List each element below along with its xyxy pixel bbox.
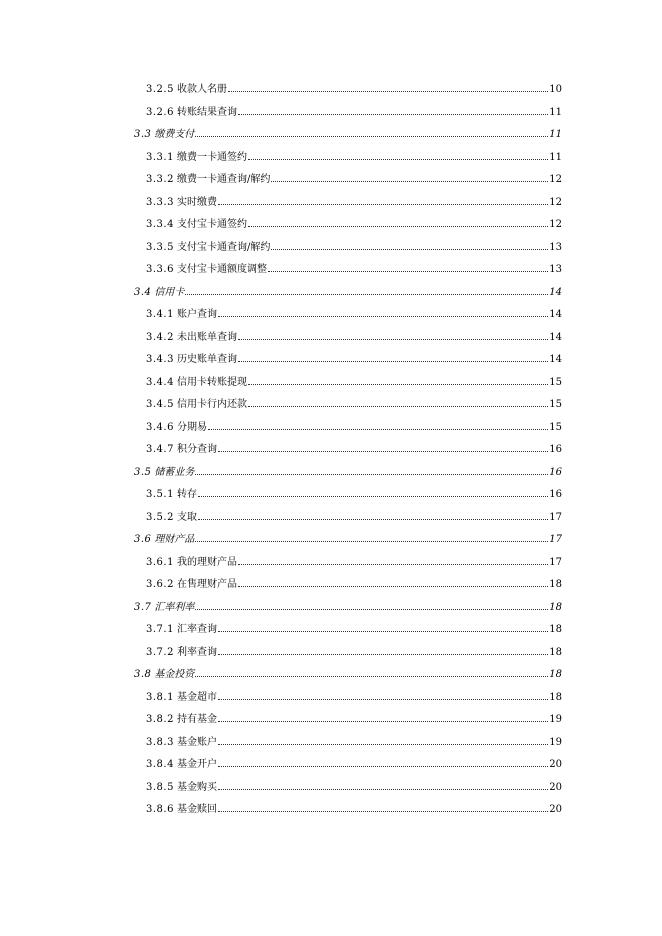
toc-section-entry[interactable] [134,129,562,141]
toc-entry-page-number: 13 [549,264,562,275]
toc-dot-leader [195,473,548,475]
toc-entry-number: 3.4.3 [146,354,174,365]
toc-dot-leader [208,428,548,430]
toc-entry-title: 基金账户 [176,736,217,748]
toc-subsection-entry[interactable] [134,332,562,344]
toc-entry-title: 我的理财产品 [176,556,237,568]
toc-entry-number: 3.5 [134,466,152,478]
toc-entry-page-number: 20 [549,759,562,770]
toc-entry-title: 积分查询 [176,444,217,455]
toc-entry-title: 缴费一卡通签约 [176,151,247,163]
toc-entry-page-number: 12 [549,174,562,185]
toc-subsection-entry[interactable] [134,197,562,209]
toc-entry-number: 3.4.1 [146,309,174,320]
toc-entry-number: 3.7.2 [146,646,174,658]
toc-section-entry[interactable] [134,287,562,299]
toc-entry-page-number: 16 [549,444,562,455]
toc-entry-page-number: 14 [549,354,562,365]
toc-dot-leader [238,113,548,115]
toc-entry-page-number: 14 [549,331,562,343]
toc-entry-page-number: 17 [549,511,562,523]
toc-entry-number: 3.3.5 [146,241,174,253]
toc-entry-page-number: 16 [549,466,562,478]
toc-dot-leader [218,788,548,790]
toc-dot-leader [218,315,548,317]
toc-entry-number: 3.3.2 [146,174,174,185]
toc-entry-number: 3.8.2 [146,714,174,725]
toc-dot-leader [238,338,548,340]
toc-dot-leader [238,585,548,587]
toc-section-entry[interactable] [134,669,562,681]
toc-entry-title: 持有基金 [176,714,217,725]
toc-entry-number: 3.4.6 [146,421,174,433]
toc-dot-leader [218,630,548,632]
toc-entry-title: 利率查询 [176,646,217,658]
toc-entry-page-number: 18 [549,624,562,635]
toc-dot-leader [248,405,548,407]
toc-entry-page-number: 20 [549,804,562,815]
toc-dot-leader [218,203,548,205]
toc-entry-page-number: 17 [549,534,562,545]
toc-entry-number: 3.8.1 [146,691,174,703]
toc-entry-number: 3.2.6 [146,106,174,118]
toc-entry-number: 3.6 [134,534,152,545]
toc-subsection-entry[interactable] [134,174,562,186]
toc-dot-leader [195,540,548,542]
toc-section-entry[interactable] [134,602,562,614]
toc-subsection-entry[interactable] [134,512,562,524]
toc-subsection-entry[interactable] [134,647,562,659]
toc-entry-title: 基金购买 [176,781,217,793]
toc-subsection-entry[interactable] [134,84,562,96]
toc-entry-title: 汇率利率 [154,601,195,613]
toc-subsection-entry[interactable] [134,804,562,816]
toc-dot-leader [218,720,548,722]
toc-entry-page-number: 18 [549,646,562,658]
toc-entry-number: 3.4.7 [146,444,174,455]
toc-subsection-entry[interactable] [134,737,562,749]
toc-subsection-entry[interactable] [134,354,562,366]
toc-dot-leader [218,698,548,700]
toc-entry-page-number: 16 [549,489,562,500]
toc-entry-title: 信用卡 [154,286,185,298]
toc-entry-page-number: 15 [549,421,562,433]
toc-subsection-entry[interactable] [134,782,562,794]
toc-subsection-entry[interactable] [134,692,562,704]
toc-entry-page-number: 18 [549,691,562,703]
toc-entry-title: 基金超市 [176,691,217,703]
toc-subsection-entry[interactable] [134,489,562,501]
toc-entry-page-number: 12 [549,196,562,208]
toc-entry-page-number: 15 [549,376,562,388]
toc-entry-number: 3.8.3 [146,736,174,748]
toc-entry-page-number: 19 [549,736,562,748]
toc-section-entry[interactable] [134,534,562,546]
toc-subsection-entry[interactable] [134,422,562,434]
toc-subsection-entry[interactable] [134,759,562,771]
toc-entry-title: 支付宝卡通签约 [176,219,247,230]
toc-entry-title: 缴费一卡通查询/解约 [176,174,271,185]
toc-entry-title: 实时缴费 [176,196,217,208]
toc-entry-page-number: 10 [549,84,562,95]
toc-subsection-entry[interactable] [134,309,562,321]
toc-entry-title: 历史账单查询 [176,354,237,365]
toc-entry-page-number: 14 [549,286,562,298]
toc-entry-number: 3.4.4 [146,376,174,388]
toc-subsection-entry[interactable] [134,152,562,164]
toc-entry-number: 3.3.4 [146,219,174,230]
toc-entry-title: 支付宝卡通查询/解约 [176,241,271,253]
toc-subsection-entry[interactable] [134,264,562,276]
toc-entry-number: 3.8 [134,669,152,680]
toc-entry-page-number: 18 [549,579,562,590]
toc-dot-leader [271,248,548,250]
toc-dot-leader [248,158,548,160]
toc-subsection-entry[interactable] [134,242,562,254]
toc-entry-title: 转账结果查询 [176,106,237,118]
toc-subsection-entry[interactable] [134,377,562,389]
toc-entry-title: 支取 [176,511,197,523]
toc-entry-page-number: 18 [549,601,562,613]
toc-entry-page-number: 19 [549,714,562,725]
toc-dot-leader [268,270,548,272]
toc-entry-page-number: 11 [549,151,562,163]
toc-entry-number: 3.4.5 [146,399,174,410]
toc-dot-leader [238,563,548,565]
toc-subsection-entry[interactable] [134,219,562,231]
toc-dot-leader [238,360,548,362]
toc-dot-leader [218,743,548,745]
toc-subsection-entry[interactable] [134,557,562,569]
toc-subsection-entry[interactable] [134,399,562,411]
toc-dot-leader [218,810,548,812]
toc-dot-leader [185,293,548,295]
toc-entry-number: 3.5.1 [146,489,174,500]
toc-entry-title: 汇率查询 [176,624,217,635]
toc-entry-title: 在售理财产品 [176,579,237,590]
toc-dot-leader [195,135,548,137]
toc-section-entry[interactable] [134,467,562,479]
toc-entry-number: 3.7.1 [146,624,174,635]
toc-entry-number: 3.8.5 [146,781,174,793]
toc-dot-leader [218,765,548,767]
toc-entry-title: 缴费支付 [154,129,195,140]
toc-entry-page-number: 15 [549,399,562,410]
toc-dot-leader [195,608,548,610]
toc-dot-leader [218,653,548,655]
toc-entry-title: 转存 [176,489,197,500]
toc-subsection-entry[interactable] [134,579,562,591]
toc-entry-number: 3.8.4 [146,759,174,770]
toc-entry-number: 3.3.3 [146,196,174,208]
toc-entry-page-number: 14 [549,309,562,320]
toc-entry-title: 基金赎回 [176,804,217,815]
toc-entry-number: 3.2.5 [146,84,174,95]
toc-dot-leader [218,450,548,452]
toc-entry-page-number: 12 [549,219,562,230]
toc-subsection-entry[interactable] [134,624,562,636]
toc-entry-page-number: 20 [549,781,562,793]
toc-dot-leader [195,675,548,677]
toc-entry-title: 账户查询 [176,309,217,320]
toc-dot-leader [271,180,548,182]
toc-entry-number: 3.4.2 [146,331,174,343]
toc-dot-leader [248,383,548,385]
toc-entry-number: 3.3 [134,129,152,140]
toc-dot-leader [198,518,548,520]
toc-entry-title: 分期易 [176,421,207,433]
toc-entry-number: 3.6.1 [146,556,174,568]
toc-entry-page-number: 11 [549,106,562,118]
toc-entry-number: 3.7 [134,601,152,613]
toc-dot-leader [198,495,548,497]
toc-subsection-entry[interactable] [134,714,562,726]
toc-entry-title: 储蓄业务 [154,466,195,478]
toc-entry-number: 3.5.2 [146,511,174,523]
toc-entry-title: 基金开户 [176,759,217,770]
toc-entry-title: 信用卡转账提现 [176,376,247,388]
toc-entry-number: 3.4 [134,286,152,298]
toc-entry-title: 基金投资 [154,669,195,680]
toc-entry-title: 未出账单查询 [176,331,237,343]
toc-dot-leader [248,225,548,227]
toc-entry-number: 3.3.6 [146,264,174,275]
table-of-contents [134,84,562,827]
toc-entry-title: 理财产品 [154,534,195,545]
toc-entry-number: 3.6.2 [146,579,174,590]
toc-entry-number: 3.8.6 [146,804,174,815]
toc-subsection-entry[interactable] [134,444,562,456]
toc-entry-page-number: 18 [549,669,562,680]
toc-subsection-entry[interactable] [134,107,562,119]
toc-entry-title: 信用卡行内还款 [176,399,247,410]
toc-entry-page-number: 11 [549,129,562,140]
toc-entry-title: 收款人名册 [176,84,227,95]
toc-dot-leader [228,90,548,92]
toc-entry-title: 支付宝卡通额度调整 [176,264,267,275]
toc-entry-number: 3.3.1 [146,151,174,163]
toc-entry-page-number: 17 [549,556,562,568]
toc-entry-page-number: 13 [549,241,562,253]
